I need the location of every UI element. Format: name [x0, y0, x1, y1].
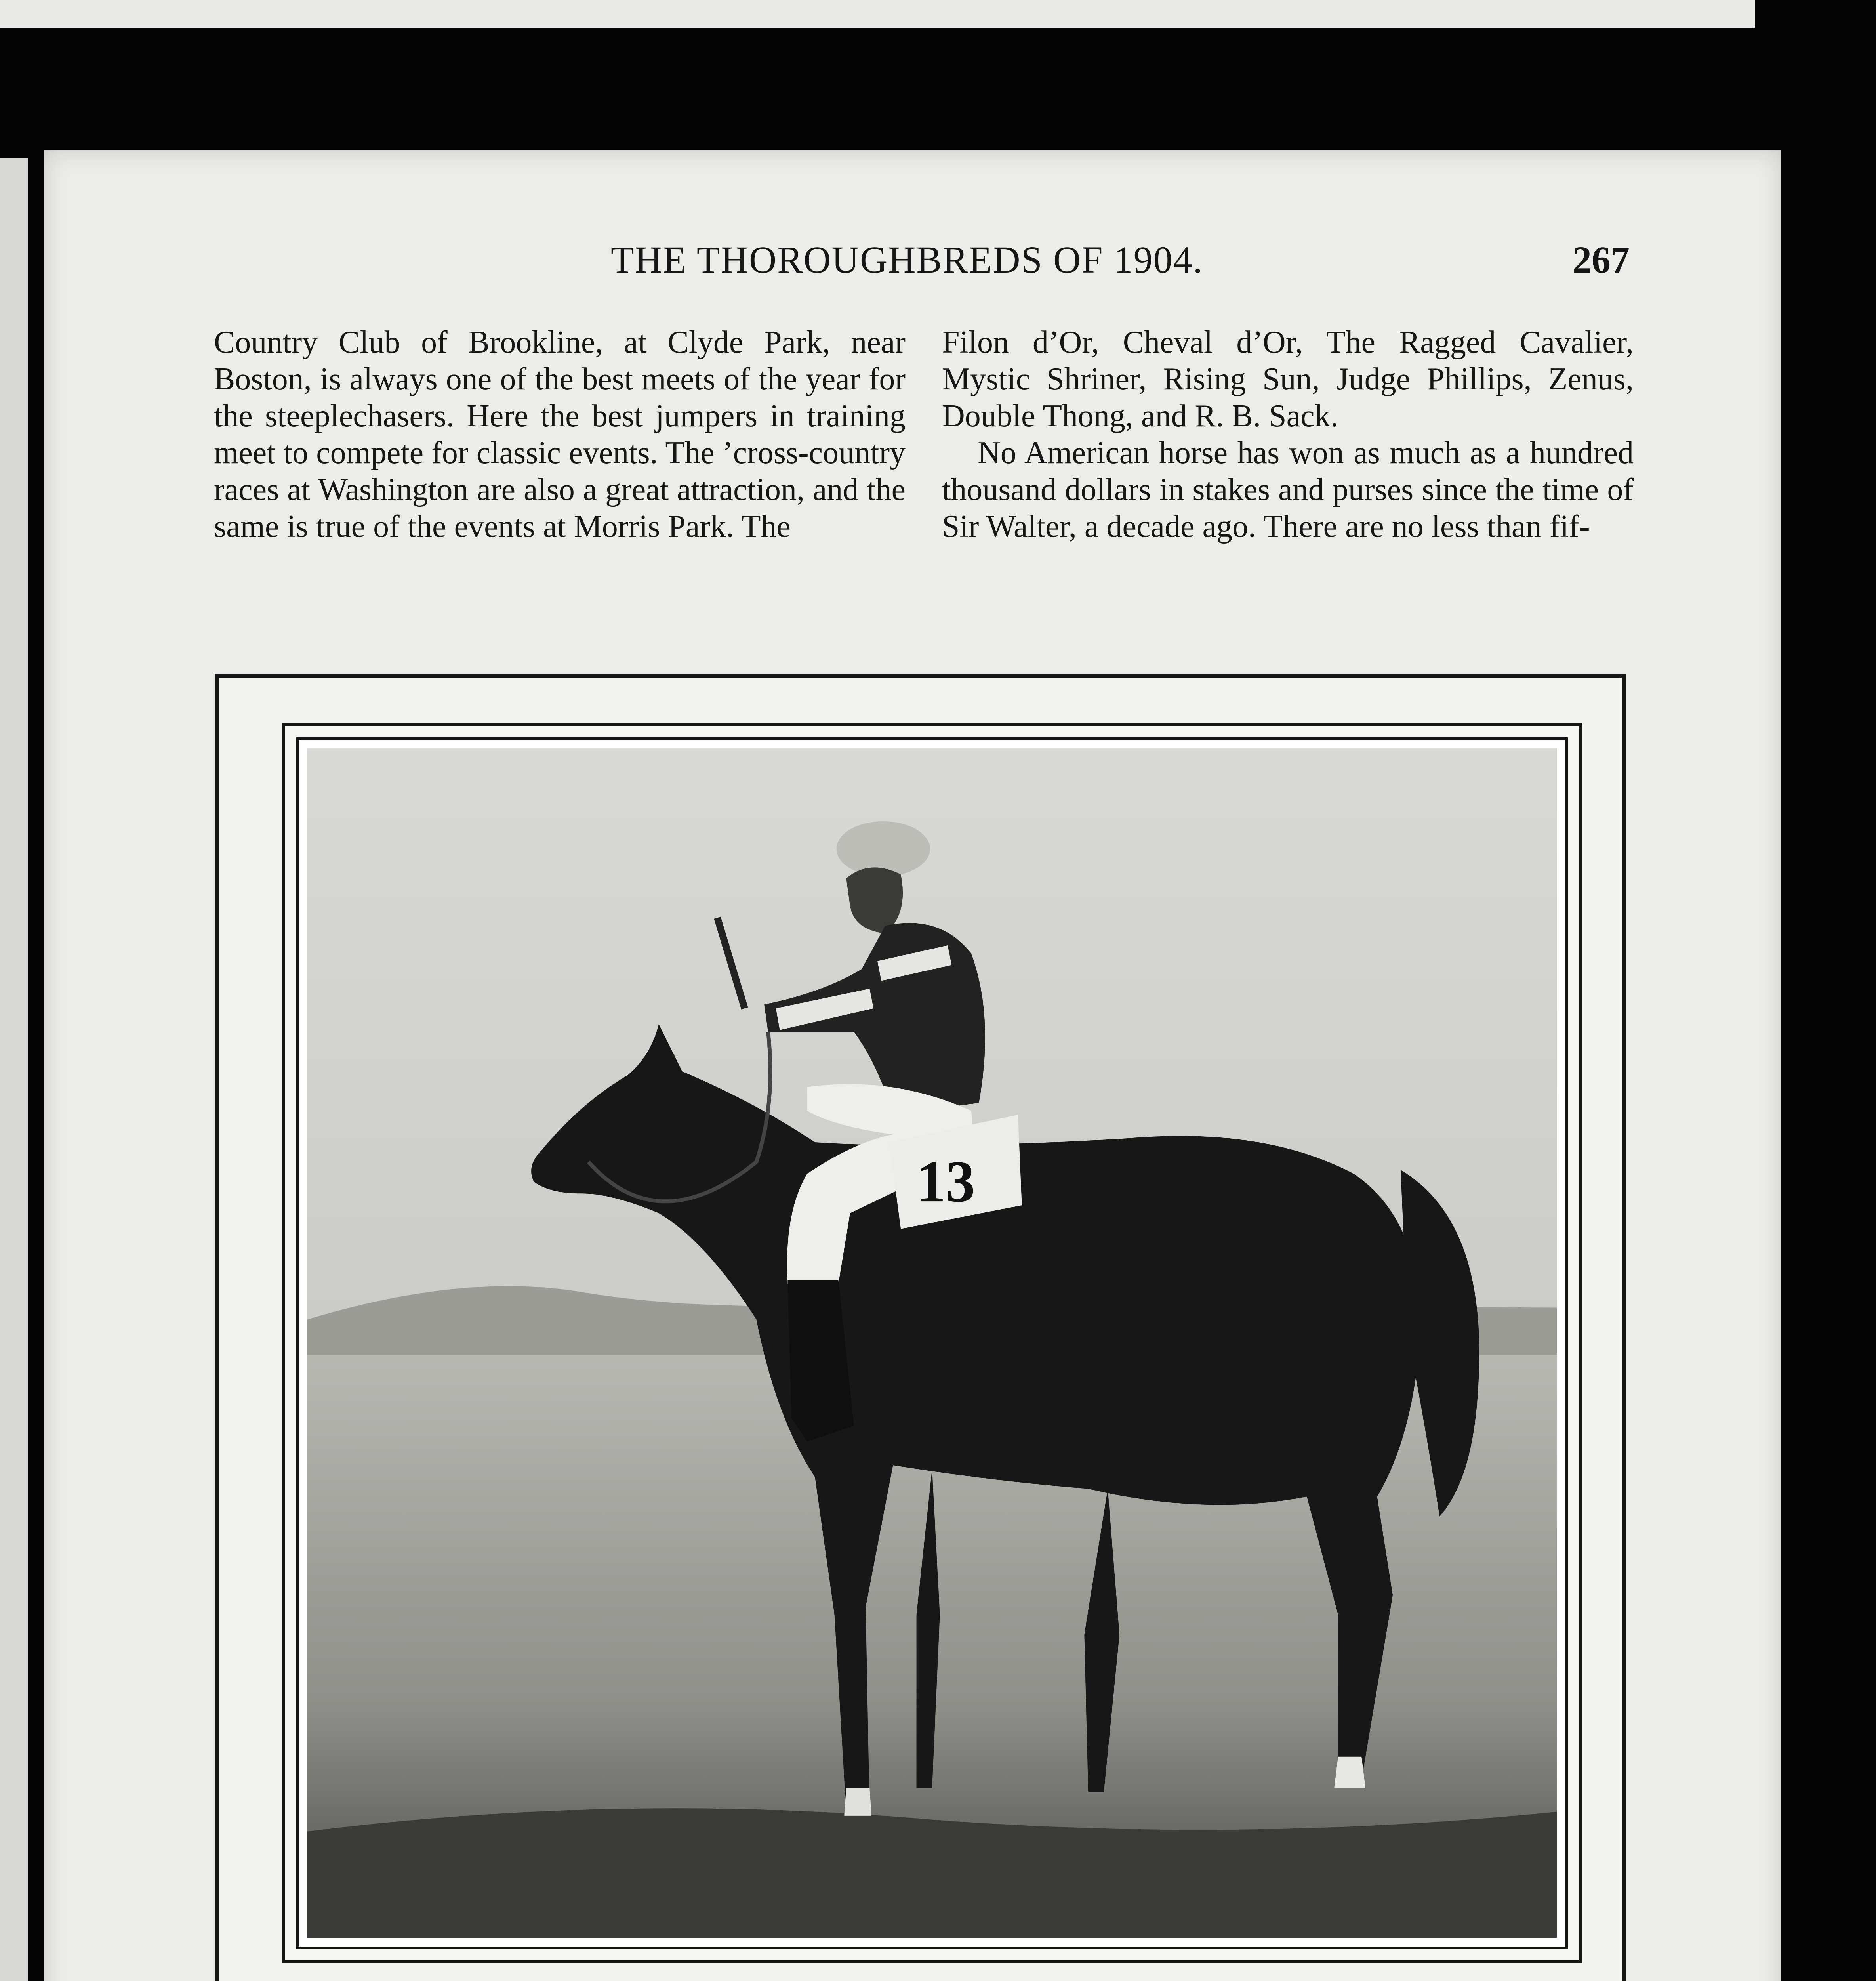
page-header	[44, 238, 1781, 281]
column-top-left	[214, 324, 906, 545]
magazine-page	[44, 150, 1781, 1981]
column-top-right	[942, 324, 1634, 545]
paragraph: Filon d’Or, Cheval d’Or, The Ragged Cavalier, Mystic Shriner, Rising Sun, Judge Phillips, Zenus, Double Thong, and R. B. Sack.	[942, 325, 1634, 433]
photo-frame	[215, 674, 1626, 1981]
saddle-cloth-number: 13	[916, 1149, 975, 1215]
paragraph: No American horse has won as much as a hundred thousand dollars in stakes and purses since the time of Sir Walter, a decade ago. There are no less than fif-	[942, 435, 1634, 544]
previous-page-edge	[0, 0, 1755, 28]
photo-frame-border	[282, 723, 1582, 1963]
horse-and-jockey-photo	[307, 748, 1557, 1938]
adjacent-page-sliver	[0, 158, 28, 1981]
page-number: 267	[1573, 239, 1630, 281]
running-head: THE THOROUGHBREDS OF 1904.	[611, 239, 1203, 281]
photo-inner-border	[296, 737, 1568, 1949]
paragraph: Country Club of Brookline, at Clyde Park, near Boston, is always one of the best meets of the year for the steeplechasers. Here the best jumpers in training meet to compete for classic events. The ’cross-country races at Washington are also a great attraction, and the same is true of the events at Morris Park. The	[214, 325, 906, 544]
